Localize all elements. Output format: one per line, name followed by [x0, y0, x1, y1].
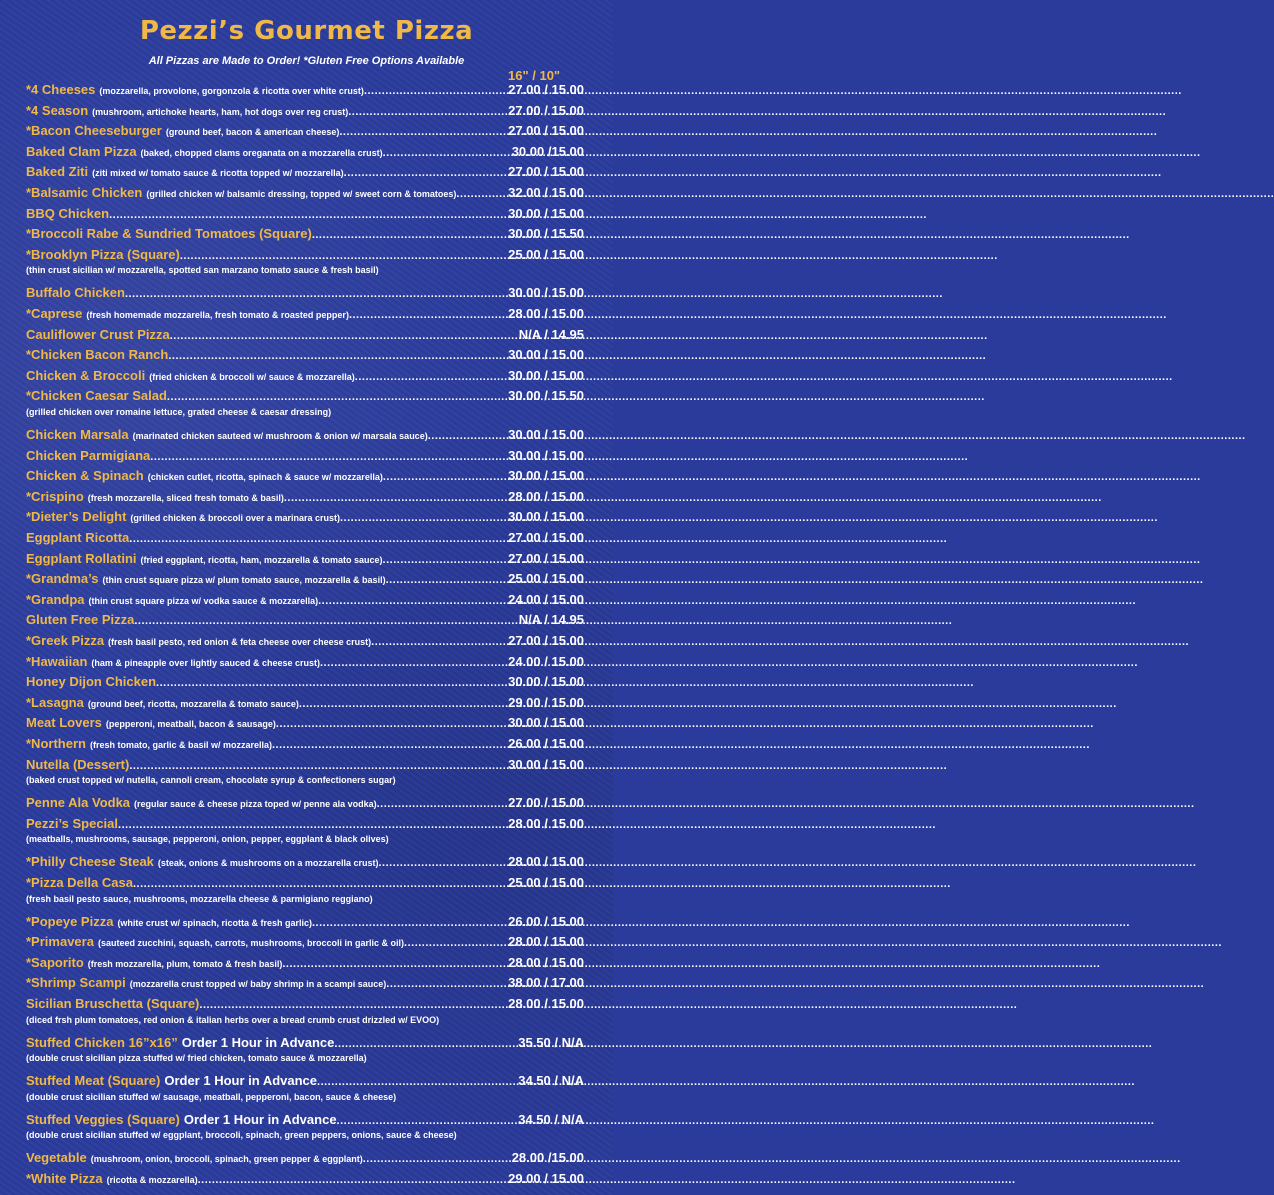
page-title: Pezzi’s Gourmet Pizza [139, 16, 474, 46]
item-name: Stuffed Chicken 16”x16” [26, 1034, 178, 1050]
item-price: 28.00 / 15.00 [508, 996, 584, 1011]
menu-item [26, 489, 584, 509]
menu-item [26, 468, 584, 488]
dot-leader [282, 958, 508, 970]
item-name: *Shrimp Scampi [26, 975, 126, 991]
dot-leader [170, 330, 519, 342]
menu-item [26, 996, 584, 1016]
item-description: (grilled chicken & broccoli over a marinara crust) [130, 513, 340, 524]
item-price: N/A / 14.95 [518, 326, 584, 342]
menu-item [26, 327, 584, 347]
item-price: 25.00 / 15.00 [508, 246, 584, 262]
item-description: (fresh mozzarella, sliced fresh tomato & basil) [87, 492, 284, 503]
item-name: Baked Ziti [26, 164, 89, 180]
item-name: *Greek Pizza [26, 633, 105, 648]
item-price: 38.00 / 17.00 [508, 975, 584, 991]
item-description: (regular sauce & cheese pizza toped w/ penne ala vodka) [134, 799, 377, 810]
item-price: 32.00 / 15.00 [508, 185, 584, 200]
dot-leader [118, 819, 508, 831]
item-name: *Pizza Della Casa [26, 875, 133, 890]
item-price: 28.00 / 15.00 [508, 934, 584, 950]
dot-leader [349, 309, 508, 321]
menu-item [26, 164, 584, 184]
item-price: 29.00 / 15.00 [508, 1171, 584, 1186]
menu-item [26, 123, 584, 143]
item-price: 27.00 / 15.00 [508, 164, 584, 180]
item-description: (fresh basil pesto, red onion & feta cheese over cheese crust) [108, 637, 372, 647]
menu-item [26, 975, 584, 995]
menu-item [26, 1112, 584, 1132]
item-price: 26.00 / 15.00 [508, 913, 584, 929]
item-price: 28.00 / 15.00 [508, 815, 584, 831]
dot-leader [312, 917, 508, 929]
item-name: Eggplant Ricotta [26, 530, 130, 545]
dot-leader [299, 698, 508, 710]
item-price: 27.00 / 15.00 [508, 82, 584, 97]
item-name: Eggplant Rollatini [26, 550, 137, 566]
menu-item [26, 612, 584, 632]
menu-item [26, 306, 584, 326]
menu-item [26, 1035, 584, 1055]
item-price: 30.00 / 15.00 [508, 715, 584, 731]
item-price: 30.00 / 15.00 [508, 347, 584, 363]
menu-item [26, 875, 584, 895]
item-description: (white crust w/ spinach, ricotta & fresh garlic) [117, 917, 312, 928]
menu-item [26, 1150, 584, 1170]
menu-item [26, 592, 584, 612]
menu-item [26, 226, 584, 246]
dot-leader [317, 1076, 518, 1088]
item-description: (pepperoni, meatball, bacon & sausage) [105, 719, 276, 730]
dot-leader [456, 188, 508, 200]
menu-item [26, 509, 584, 529]
item-name: Chicken Marsala [26, 427, 129, 442]
menu-item [26, 206, 584, 226]
item-name: *Northern [26, 736, 86, 751]
item-description: (mushroom, artichoke hearts, ham, hot dogs over reg crust) [92, 106, 349, 117]
item-price: 25.00 / 15.00 [508, 571, 584, 587]
menu-item [26, 854, 584, 874]
item-description: (marinated chicken sauteed w/ mushroom & onion w/ marsala sauce) [132, 431, 428, 441]
item-name: Cauliflower Crust Pizza [26, 326, 170, 342]
item-name: Vegetable [26, 1150, 87, 1166]
item-description: (double crust sicilian stuffed w/ eggplant, broccoli, spinach, green peppers, onions, sauce & cheese) [26, 1130, 457, 1141]
dot-leader [428, 430, 508, 442]
item-price: 28.00 / 15.00 [508, 488, 584, 504]
item-price: N/A / 14.95 [518, 612, 584, 628]
item-note: Order 1 Hour in Advance [183, 1111, 337, 1127]
item-price: 29.00 / 15.00 [508, 694, 584, 710]
item-description: (diced frsh plum tomatoes, red onion & italian herbs over a bread crumb crust drizzled w/ EVOO) [26, 1014, 440, 1025]
menu-item [26, 530, 584, 550]
item-price: 30.00 / 15.00 [508, 674, 584, 690]
menu-item [26, 715, 584, 735]
item-name: *Grandma’s [26, 571, 99, 587]
item-price: 27.00 / 15.00 [508, 102, 584, 118]
item-price: 27.00 / 15.00 [508, 123, 584, 139]
menu-item [26, 736, 584, 756]
menu-item [26, 144, 584, 164]
item-price: 30.00 / 15.00 [508, 468, 584, 484]
dot-leader [320, 657, 508, 669]
menu-item [26, 448, 584, 468]
item-description: (grilled chicken w/ balsamic dressing, topped w/ sweet corn & tomatoes) [146, 189, 457, 199]
item-price: 28.00 / 15.00 [508, 854, 584, 870]
item-description: (mozzarella crust topped w/ baby shrimp in a scampi sauce) [129, 979, 387, 990]
item-name: BBQ Chicken [26, 205, 110, 221]
menu-item [26, 934, 584, 954]
item-description: (mushroom, onion, broccoli, spinach, green pepper & eggplant) [90, 1154, 363, 1165]
item-name: Baked Clam Pizza [26, 143, 137, 159]
dot-leader [383, 147, 512, 159]
dot-leader [129, 760, 508, 772]
dot-leader [334, 1038, 518, 1050]
item-name: *Chicken Caesar Salad [26, 388, 167, 404]
dot-leader [386, 978, 508, 990]
item-description: (ground beef, bacon & american cheese) [165, 127, 340, 138]
dot-leader [340, 512, 508, 524]
menu-item [26, 388, 584, 408]
item-name: *Grandpa [26, 591, 85, 607]
item-price: 30.00 / 15.00 [508, 367, 584, 383]
item-description: (fried chicken & broccoli w/ sauce & mozzarella) [149, 371, 355, 382]
dot-leader [363, 1153, 512, 1165]
dot-leader [404, 937, 508, 949]
item-price: 27.00 / 15.00 [508, 530, 584, 545]
item-price: 30.00 / 15.50 [508, 226, 584, 242]
item-description: (steak, onions & mushrooms on a mozzarella crust) [157, 858, 379, 869]
dot-leader [109, 209, 508, 221]
item-name: *Balsamic Chicken [26, 185, 143, 200]
item-name: Stuffed Veggies (Square) [26, 1111, 180, 1127]
item-description: (fresh mozzarella, plum, tomato & fresh basil) [87, 958, 283, 969]
item-name: Nutella (Dessert) [26, 756, 130, 772]
item-name: *Popeye Pizza [26, 913, 114, 929]
menu-item [26, 571, 584, 591]
item-description: (thin crust sicilian w/ mozzarella, spotted san marzano tomato sauce & fresh basil) [26, 265, 379, 276]
dot-leader [364, 85, 508, 97]
item-price: 26.00 / 15.00 [508, 736, 584, 751]
item-price: 35.50 / N/A [518, 1034, 584, 1050]
dot-leader [167, 391, 508, 403]
item-name: *Bacon Cheeseburger [26, 123, 162, 139]
item-description: (ziti mixed w/ tomato sauce & ricotta topped w/ mozzarella) [92, 168, 344, 179]
item-description: (fresh basil pesto sauce, mushrooms, mozzarella cheese & parmigiano reggiano) [26, 893, 373, 904]
item-name: *Saporito [26, 954, 84, 970]
item-description: (baked, chopped clams oreganata on a mozzarella crust) [140, 147, 383, 158]
item-description: (double crust sicilian stuffed w/ sausage, meatball, pepperoni, bacon, sauce & cheese) [26, 1091, 397, 1102]
item-price: 28.00 / 15.00 [508, 306, 584, 321]
dot-leader [199, 999, 508, 1011]
item-price: 27.00 / 15.00 [508, 795, 584, 811]
item-price: 30.00 / 15.00 [508, 509, 584, 525]
menu-item [26, 695, 584, 715]
item-name: Chicken Parmigiana [26, 447, 151, 463]
item-description: (fresh homemade mozzarella, fresh tomato & roasted pepper) [86, 310, 349, 320]
item-price: 34.50 / N/A [518, 1111, 584, 1127]
size-header: 16" / 10" [508, 68, 561, 83]
dot-leader [371, 636, 508, 648]
item-description: (thin crust square pizza w/ plum tomato sauce, mozzarella & basil) [102, 575, 386, 586]
dot-leader [134, 615, 518, 627]
dot-leader [198, 1174, 508, 1186]
item-name: Chicken & Spinach [26, 468, 144, 484]
menu-item [26, 103, 584, 123]
menu-item [26, 633, 584, 653]
item-name: *White Pizza [26, 1171, 103, 1186]
dot-leader [377, 798, 508, 810]
menu-item [26, 427, 584, 447]
menu-board [0, 0, 613, 1195]
item-name: Honey Dijon Chicken [26, 674, 157, 690]
item-description: (ground beef, ricotta, mozzarella & tomato sauce) [87, 698, 299, 709]
dot-leader [312, 229, 508, 241]
item-price: 30.00 / 15.00 [508, 756, 584, 772]
menu-item [26, 185, 584, 205]
dot-leader [318, 595, 508, 607]
item-description: (meatballs, mushrooms, sausage, pepperoni, onion, pepper, eggplant & black olives) [26, 834, 389, 845]
menu-item [26, 816, 584, 836]
menu-item [26, 955, 584, 975]
item-note: Order 1 Hour in Advance [181, 1034, 335, 1050]
item-price: 28.00 / 15.00 [508, 954, 584, 970]
item-description: (thin crust square pizza w/ vodka sauce & mozzarella) [88, 595, 319, 606]
item-description: (double crust sicilian pizza stuffed w/ fried chicken, tomato sauce & mozzarella) [26, 1053, 367, 1064]
item-price: 28.00 /15.00 [511, 1150, 584, 1166]
item-description: (baked crust topped w/ nutella, cannoli cream, chocolate syrup & confectioners sugar) [26, 775, 396, 786]
dot-leader [386, 574, 509, 586]
menu-item [26, 914, 584, 934]
item-price: 30.00 / 15.00 [508, 427, 584, 442]
item-name: *4 Season [26, 102, 89, 118]
item-name: *Hawaiian [26, 653, 88, 669]
item-price: 30.00 / 15.00 [508, 285, 584, 301]
dot-leader [129, 533, 508, 545]
item-price: 24.00 / 15.00 [508, 591, 584, 607]
dot-leader [156, 677, 508, 689]
item-description: (grilled chicken over romaine lettuce, grated cheese & caesar dressing) [26, 407, 332, 417]
item-name: Stuffed Meat (Square) [26, 1073, 161, 1089]
menu-item [26, 795, 584, 815]
item-description: (ricotta & mozzarella) [106, 1175, 198, 1185]
menu-item [26, 368, 584, 388]
dot-leader [125, 288, 508, 300]
item-name: *Dieter’s Delight [26, 509, 127, 525]
item-name: Penne Ala Vodka [26, 795, 131, 811]
item-description: (fresh tomato, garlic & basil w/ mozzarella) [89, 740, 272, 750]
item-description: (sauteed zucchini, squash, carrots, mushrooms, broccoli in garlic & oil) [97, 938, 405, 949]
item-name: *Broccoli Rabe & Sundried Tomatoes (Square) [26, 226, 312, 242]
item-name: Gluten Free Pizza [26, 612, 135, 628]
dot-leader [383, 554, 509, 566]
menu-item [26, 347, 584, 367]
menu-item [26, 1073, 584, 1093]
item-description: (fried eggplant, ricotta, ham, mozzarella & tomato sauce) [140, 554, 383, 565]
dot-leader [284, 492, 508, 504]
dot-leader [276, 718, 508, 730]
item-name: *Lasagna [26, 694, 84, 710]
menu-item [26, 674, 584, 694]
item-name: *Primavera [26, 934, 94, 950]
menu-item [26, 247, 584, 267]
dot-leader [133, 878, 508, 890]
item-price: 30.00 / 15.00 [508, 447, 584, 463]
item-price: 25.00 / 15.00 [508, 875, 584, 890]
dot-leader [355, 371, 508, 383]
item-price: 34.50 / N/A [518, 1073, 584, 1089]
dot-leader [348, 106, 508, 118]
dot-leader [150, 451, 508, 463]
item-name: *4 Cheeses [26, 82, 96, 97]
menu-item [26, 285, 584, 305]
menu-item [26, 551, 584, 571]
item-name: Sicilian Bruschetta (Square) [26, 996, 200, 1011]
item-price: 27.00 / 15.00 [508, 550, 584, 566]
item-price: 30.00 / 15.50 [508, 388, 584, 404]
item-name: Pezzi’s Special [26, 815, 119, 831]
menu-item [26, 757, 584, 777]
dot-leader [272, 739, 508, 751]
item-price: 30.00 / 15.00 [508, 205, 584, 221]
item-name: *Philly Cheese Steak [26, 854, 154, 870]
dot-leader [344, 167, 508, 179]
item-name: *Caprese [26, 306, 83, 321]
item-price: 27.00 / 15.00 [508, 633, 584, 648]
item-name: Meat Lovers [26, 715, 102, 731]
subtitle: All Pizzas are Made to Order! *Gluten Free Options Available [148, 55, 465, 67]
item-name: Chicken & Broccoli [26, 367, 146, 383]
item-name: *Chicken Bacon Ranch [26, 347, 169, 363]
item-name: *Crispino [26, 488, 84, 504]
menu-item [26, 1171, 584, 1191]
item-description: (ham & pineapple over lightly sauced & cheese crust) [91, 657, 320, 668]
item-name: *Brooklyn Pizza (Square) [26, 246, 180, 262]
item-price: 24.00 / 15.00 [508, 653, 584, 669]
dot-leader [337, 1115, 519, 1127]
item-description: (chicken cutlet, ricotta, spinach & sauce w/ mozzarella) [147, 472, 383, 483]
menu-item [26, 82, 584, 102]
item-note: Order 1 Hour in Advance [164, 1073, 318, 1089]
dot-leader [339, 126, 508, 138]
dot-leader [180, 250, 508, 262]
dot-leader [378, 857, 508, 869]
item-name: Buffalo Chicken [26, 285, 125, 301]
item-description: (mozzarella, provolone, gorgonzola & ricotta over white crust) [99, 86, 364, 96]
item-price: 30.00 /15.00 [511, 143, 584, 159]
dot-leader [383, 471, 508, 483]
dot-leader [168, 350, 508, 362]
menu-item [26, 654, 584, 674]
